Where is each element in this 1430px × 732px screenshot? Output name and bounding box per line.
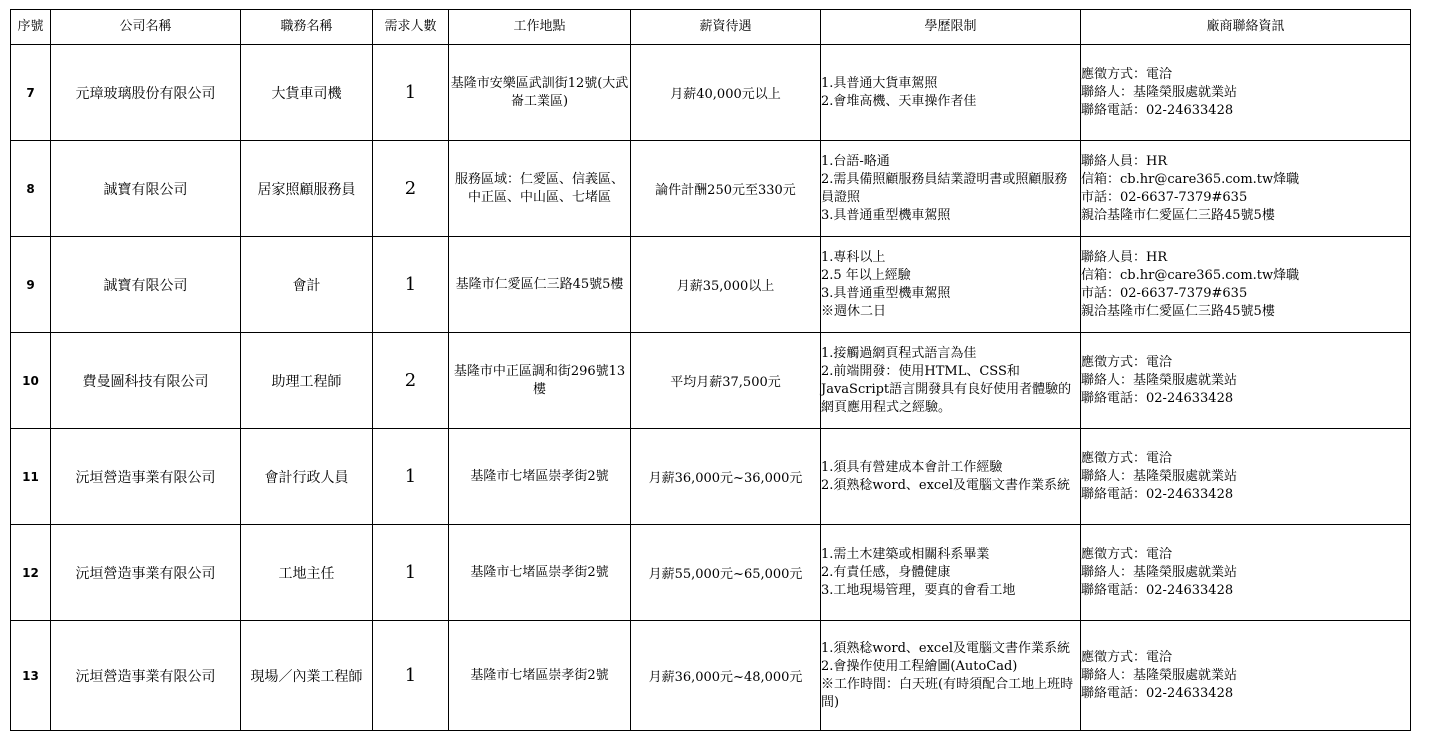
education-cell xyxy=(821,525,1081,621)
education-requirement: 3.具普通重型機車駕照 xyxy=(821,285,951,301)
company-name-cell: 沅垣營造事業有限公司 xyxy=(51,621,241,731)
row-number-cell: 8 xyxy=(11,141,51,237)
job-title-cell: 大貨車司機 xyxy=(241,45,373,141)
education-cell xyxy=(821,45,1081,141)
job-title-cell: 工地主任 xyxy=(241,525,373,621)
contact-label: 聯絡人員： xyxy=(1081,249,1147,265)
salary-cell: 月薪55,000元~65,000元 xyxy=(631,525,821,621)
contact-line xyxy=(1081,582,1410,600)
table-row xyxy=(11,429,1411,525)
job-title-cell: 現場／內業工程師 xyxy=(241,621,373,731)
education-requirement: 1.具普通大貨車駕照 xyxy=(821,75,938,91)
contact-cell xyxy=(1081,525,1411,621)
education-requirement: 1.須具有營建成本會計工作經驗 xyxy=(821,459,1003,475)
contact-label: 應徵方式： xyxy=(1081,354,1147,370)
education-requirement: ※工作時間：白天班(有時須配合工地上班時間) xyxy=(821,676,1074,710)
contact-value: 電洽 xyxy=(1146,546,1173,562)
work-location-cell: 基隆市七堵區崇孝街2號 xyxy=(449,429,631,525)
work-location-cell: 基隆市七堵區崇孝街2號 xyxy=(449,621,631,731)
salary-cell: 月薪36,000元~48,000元 xyxy=(631,621,821,731)
contact-value: 02-24633428 xyxy=(1146,486,1234,502)
contact-value: HR xyxy=(1146,249,1168,265)
contact-value: 親洽基隆市仁愛區仁三路45號5樓 xyxy=(1081,303,1275,319)
headcount-cell: 1 xyxy=(373,621,449,731)
table-row xyxy=(11,237,1411,333)
table-row xyxy=(11,333,1411,429)
job-title-cell: 居家照顧服務員 xyxy=(241,141,373,237)
table-row xyxy=(11,525,1411,621)
company-name-cell: 沅垣營造事業有限公司 xyxy=(51,429,241,525)
contact-line xyxy=(1081,171,1410,189)
contact-value: 基隆榮服處就業站 xyxy=(1133,468,1238,484)
contact-label: 聯絡人員： xyxy=(1081,153,1147,169)
education-requirement: 1.專科以上 xyxy=(821,249,886,265)
salary-cell: 平均月薪37,500元 xyxy=(631,333,821,429)
header-education: 學歷限制 xyxy=(821,10,1081,45)
contact-line xyxy=(1081,84,1410,102)
contact-value: 02-6637-7379#635 xyxy=(1120,285,1248,301)
headcount-cell: 1 xyxy=(373,429,449,525)
job-title-cell: 會計行政人員 xyxy=(241,429,373,525)
contact-cell xyxy=(1081,45,1411,141)
education-requirement: 2.有責任感，身體健康 xyxy=(821,564,951,580)
education-requirement: 2.需具備照顧服務員結業證明書或照顧服務員證照 xyxy=(821,171,1068,205)
header-contact: 廠商聯絡資訊 xyxy=(1081,10,1411,45)
education-cell xyxy=(821,621,1081,731)
contact-line xyxy=(1081,667,1410,685)
contact-value: 電洽 xyxy=(1146,450,1173,466)
contact-label: 聯絡電話： xyxy=(1081,685,1147,701)
contact-line xyxy=(1081,303,1410,321)
table-row xyxy=(11,45,1411,141)
table-row xyxy=(11,621,1411,731)
contact-cell xyxy=(1081,141,1411,237)
contact-line xyxy=(1081,546,1410,564)
contact-value: 基隆榮服處就業站 xyxy=(1133,564,1238,580)
header-salary: 薪資待遇 xyxy=(631,10,821,45)
contact-value: cb.hr@care365.com.tw烽職 xyxy=(1120,171,1300,187)
contact-cell xyxy=(1081,621,1411,731)
salary-cell: 論件計酬250元至330元 xyxy=(631,141,821,237)
contact-label: 聯絡人： xyxy=(1081,84,1134,100)
header-no: 序號 xyxy=(11,10,51,45)
contact-line xyxy=(1081,285,1410,303)
contact-value: 基隆榮服處就業站 xyxy=(1133,667,1238,683)
education-cell xyxy=(821,333,1081,429)
contact-label: 應徵方式： xyxy=(1081,649,1147,665)
work-location-cell: 基隆市七堵區崇孝街2號 xyxy=(449,525,631,621)
contact-line xyxy=(1081,66,1410,84)
contact-value: HR xyxy=(1146,153,1168,169)
row-number-cell: 12 xyxy=(11,525,51,621)
contact-line xyxy=(1081,390,1410,408)
contact-label: 聯絡電話： xyxy=(1081,390,1147,406)
contact-label: 聯絡人： xyxy=(1081,564,1134,580)
header-location: 工作地點 xyxy=(449,10,631,45)
contact-line xyxy=(1081,450,1410,468)
row-number-cell: 9 xyxy=(11,237,51,333)
contact-value: 電洽 xyxy=(1146,354,1173,370)
education-requirement: 1.接觸過網頁程式語言為佳 xyxy=(821,345,977,361)
contact-line xyxy=(1081,102,1410,120)
headcount-cell: 1 xyxy=(373,525,449,621)
contact-line xyxy=(1081,564,1410,582)
contact-value: 02-6637-7379#635 xyxy=(1120,189,1248,205)
contact-line xyxy=(1081,249,1410,267)
education-requirement: 1.須熟稔word、excel及電腦文書作業系統 xyxy=(821,640,1071,656)
company-name-cell: 元璋玻璃股份有限公司 xyxy=(51,45,241,141)
contact-cell xyxy=(1081,429,1411,525)
contact-label: 聯絡電話： xyxy=(1081,486,1147,502)
contact-line xyxy=(1081,486,1410,504)
education-requirement: 1.需土木建築或相關科系畢業 xyxy=(821,546,990,562)
company-name-cell: 沅垣營造事業有限公司 xyxy=(51,525,241,621)
contact-line xyxy=(1081,207,1410,225)
company-name-cell: 誠寶有限公司 xyxy=(51,141,241,237)
education-requirement: 3.工地現場管理，要真的會看工地 xyxy=(821,582,1016,598)
header-count: 需求人數 xyxy=(373,10,449,45)
job-listing-sheet xyxy=(10,9,1410,731)
education-cell xyxy=(821,141,1081,237)
contact-label: 應徵方式： xyxy=(1081,66,1147,82)
contact-value: cb.hr@care365.com.tw烽職 xyxy=(1120,267,1300,283)
work-location-cell: 服務區域：仁愛區、信義區、中正區、中山區、七堵區 xyxy=(449,141,631,237)
education-cell xyxy=(821,237,1081,333)
education-requirement: 1.台語-略通 xyxy=(821,153,890,169)
education-requirement: 2.須熟稔word、excel及電腦文書作業系統 xyxy=(821,477,1071,493)
contact-line xyxy=(1081,189,1410,207)
contact-label: 聯絡人： xyxy=(1081,372,1134,388)
contact-value: 電洽 xyxy=(1146,66,1173,82)
contact-cell xyxy=(1081,333,1411,429)
contact-line xyxy=(1081,685,1410,703)
work-location-cell: 基隆市安樂區武訓街12號(大武崙工業區) xyxy=(449,45,631,141)
education-requirement: 2.會操作使用工程繪圖(AutoCad) xyxy=(821,658,1018,674)
education-requirement: 3.具普通重型機車駕照 xyxy=(821,207,951,223)
contact-label: 聯絡電話： xyxy=(1081,102,1147,118)
contact-value: 02-24633428 xyxy=(1146,582,1234,598)
contact-label: 聯絡電話： xyxy=(1081,582,1147,598)
company-name-cell: 誠寶有限公司 xyxy=(51,237,241,333)
job-listing-table xyxy=(10,9,1411,731)
salary-cell: 月薪36,000元~36,000元 xyxy=(631,429,821,525)
work-location-cell: 基隆市仁愛區仁三路45號5樓 xyxy=(449,237,631,333)
education-cell xyxy=(821,429,1081,525)
row-number-cell: 13 xyxy=(11,621,51,731)
table-header xyxy=(11,10,1411,45)
row-number-cell: 10 xyxy=(11,333,51,429)
contact-line xyxy=(1081,468,1410,486)
contact-label: 市話： xyxy=(1081,189,1121,205)
header-row xyxy=(11,10,1411,45)
header-title: 職務名稱 xyxy=(241,10,373,45)
salary-cell: 月薪35,000以上 xyxy=(631,237,821,333)
contact-value: 電洽 xyxy=(1146,649,1173,665)
contact-value: 基隆榮服處就業站 xyxy=(1133,84,1238,100)
contact-line xyxy=(1081,267,1410,285)
row-number-cell: 11 xyxy=(11,429,51,525)
header-company: 公司名稱 xyxy=(51,10,241,45)
contact-line xyxy=(1081,372,1410,390)
education-requirement: 2.5 年以上經驗 xyxy=(821,267,911,283)
education-requirement: 2.前端開發：使用HTML、CSS和JavaScript語言開發具有良好使用者體驗的網頁應用程式之經驗。 xyxy=(821,363,1072,415)
headcount-cell: 1 xyxy=(373,237,449,333)
contact-label: 聯絡人： xyxy=(1081,667,1134,683)
headcount-cell: 1 xyxy=(373,45,449,141)
education-requirement: ※週休二日 xyxy=(821,303,887,319)
headcount-cell: 2 xyxy=(373,141,449,237)
contact-value: 02-24633428 xyxy=(1146,685,1234,701)
contact-value: 02-24633428 xyxy=(1146,102,1234,118)
contact-label: 信箱： xyxy=(1081,267,1121,283)
contact-cell xyxy=(1081,237,1411,333)
salary-cell: 月薪40,000元以上 xyxy=(631,45,821,141)
contact-label: 市話： xyxy=(1081,285,1121,301)
table-body xyxy=(11,45,1411,731)
contact-line xyxy=(1081,649,1410,667)
table-row xyxy=(11,141,1411,237)
contact-line xyxy=(1081,354,1410,372)
contact-line xyxy=(1081,153,1410,171)
contact-label: 聯絡人： xyxy=(1081,468,1134,484)
job-title-cell: 助理工程師 xyxy=(241,333,373,429)
contact-value: 02-24633428 xyxy=(1146,390,1234,406)
job-title-cell: 會計 xyxy=(241,237,373,333)
company-name-cell: 費曼圖科技有限公司 xyxy=(51,333,241,429)
contact-value: 基隆榮服處就業站 xyxy=(1133,372,1238,388)
contact-label: 信箱： xyxy=(1081,171,1121,187)
work-location-cell: 基隆市中正區調和街296號13樓 xyxy=(449,333,631,429)
education-requirement: 2.會堆高機、天車操作者佳 xyxy=(821,93,977,109)
headcount-cell: 2 xyxy=(373,333,449,429)
contact-label: 應徵方式： xyxy=(1081,546,1147,562)
contact-label: 應徵方式： xyxy=(1081,450,1147,466)
row-number-cell: 7 xyxy=(11,45,51,141)
contact-value: 親洽基隆市仁愛區仁三路45號5樓 xyxy=(1081,207,1275,223)
